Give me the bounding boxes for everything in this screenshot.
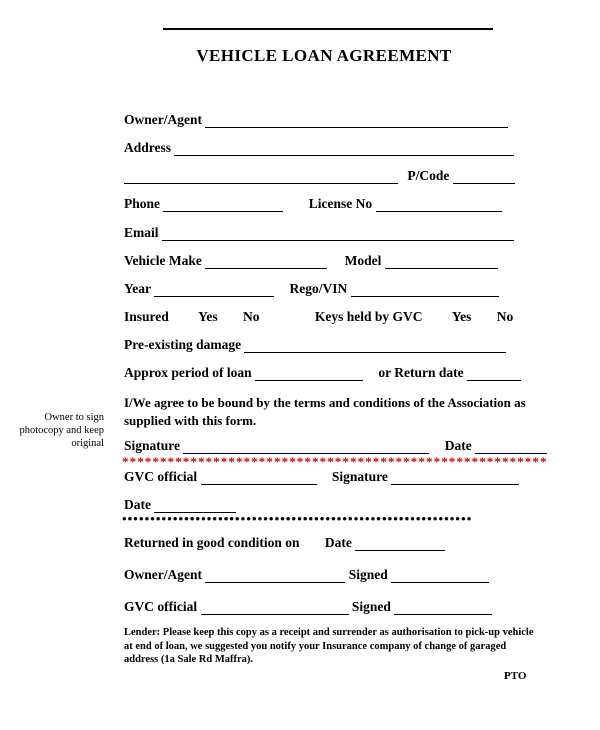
page-title: VEHICLE LOAN AGREEMENT bbox=[196, 46, 452, 65]
input-returned-date[interactable] bbox=[355, 538, 445, 551]
field-year-rego bbox=[124, 281, 499, 297]
input-signed-2[interactable] bbox=[394, 602, 492, 615]
label-returned-date: Date bbox=[324, 535, 352, 550]
input-approx-period[interactable] bbox=[255, 368, 363, 381]
agreement-paragraph: I/We agree to be bound by the terms and conditions of the Association as supplied with this form. bbox=[124, 395, 526, 428]
label-signed: Signed bbox=[348, 567, 388, 582]
input-rego-vin[interactable] bbox=[351, 284, 499, 297]
field-pre-existing-damage bbox=[124, 337, 506, 353]
label-pre-existing-damage: Pre-existing damage bbox=[124, 337, 242, 352]
input-phone[interactable] bbox=[163, 199, 283, 212]
field-signature-date bbox=[124, 438, 547, 454]
title-top-rule bbox=[163, 28, 493, 30]
field-owner-agent bbox=[124, 112, 508, 128]
dotted-separator: •••••••••••••••••••••••••••••••••••••••••••••••••••••••••••••• bbox=[122, 511, 473, 526]
label-gvc-official: GVC official bbox=[124, 469, 198, 484]
label-approx-period: Approx period of loan bbox=[124, 365, 252, 380]
label-phone: Phone bbox=[124, 196, 161, 211]
option-keys-yes[interactable]: Yes bbox=[451, 309, 472, 324]
label-model: Model bbox=[344, 253, 382, 268]
pto-label: PTO bbox=[504, 670, 527, 682]
input-vehicle-make[interactable] bbox=[205, 256, 327, 269]
input-gvc-official-2[interactable] bbox=[201, 602, 349, 615]
label-license-no: License No bbox=[308, 196, 373, 211]
input-gvc-official[interactable] bbox=[201, 472, 317, 485]
label-owner-agent: Owner/Agent bbox=[124, 112, 202, 127]
label-date: Date bbox=[444, 438, 472, 453]
input-model[interactable] bbox=[385, 256, 498, 269]
input-pcode[interactable] bbox=[453, 171, 515, 184]
field-approx-period bbox=[124, 365, 521, 381]
input-signed[interactable] bbox=[391, 570, 489, 583]
input-owner-agent-2[interactable] bbox=[205, 570, 345, 583]
label-or-return-date: or Return date bbox=[378, 365, 464, 380]
label-signature-2: Signature bbox=[331, 469, 388, 484]
form-sheet bbox=[108, 14, 548, 704]
input-signature-2[interactable] bbox=[391, 472, 519, 485]
label-insured: Insured bbox=[124, 309, 169, 324]
field-owner-agent-signed bbox=[124, 567, 489, 583]
side-note: Owner to sign photocopy and keep original bbox=[19, 412, 104, 450]
field-vehicle-make-model bbox=[124, 253, 498, 269]
field-gvc-official-signed bbox=[124, 599, 492, 615]
input-email[interactable] bbox=[162, 228, 514, 241]
option-insured-yes[interactable]: Yes bbox=[198, 309, 218, 324]
option-keys-no[interactable]: No bbox=[496, 309, 514, 324]
label-date-2: Date bbox=[124, 497, 151, 512]
input-return-date[interactable] bbox=[467, 368, 521, 381]
input-signature[interactable] bbox=[183, 441, 429, 454]
input-date[interactable] bbox=[475, 441, 547, 454]
label-keys-held: Keys held by GVC bbox=[314, 309, 423, 324]
label-pcode: P/Code bbox=[407, 168, 450, 183]
input-year[interactable] bbox=[154, 284, 274, 297]
input-owner-agent[interactable] bbox=[205, 115, 508, 128]
label-rego-vin: Rego/VIN bbox=[289, 281, 348, 296]
option-insured-no[interactable]: No bbox=[243, 309, 260, 324]
label-email: Email bbox=[124, 225, 159, 240]
field-gvc-official-signature bbox=[124, 469, 519, 485]
input-address[interactable] bbox=[174, 143, 514, 156]
field-address-line2 bbox=[124, 168, 515, 184]
label-signature: Signature bbox=[124, 438, 181, 453]
field-returned-condition bbox=[124, 535, 445, 551]
label-gvc-official-2: GVC official bbox=[124, 599, 198, 614]
input-pre-existing-damage[interactable] bbox=[244, 340, 506, 353]
footnote-text: Lender: Please keep this copy as a receipt and surrender as authorisation to pick-up vehicle at end of loan, we suggested you notify your Insurance company of change of garaged address (1a Sale Rd Maffra). bbox=[124, 627, 534, 666]
red-separator: ******************************************************** bbox=[122, 454, 548, 469]
field-email bbox=[124, 225, 514, 241]
field-phone-license bbox=[124, 196, 502, 212]
label-address: Address bbox=[124, 140, 172, 155]
label-returned-condition: Returned in good condition on bbox=[124, 535, 300, 550]
field-address bbox=[124, 140, 514, 156]
label-signed-2: Signed bbox=[351, 599, 391, 614]
input-license-no[interactable] bbox=[376, 199, 502, 212]
label-year: Year bbox=[124, 281, 151, 296]
label-vehicle-make: Vehicle Make bbox=[124, 253, 202, 268]
label-owner-agent-2: Owner/Agent bbox=[124, 567, 202, 582]
input-address-line2[interactable] bbox=[124, 171, 398, 184]
field-insured-keys bbox=[124, 309, 513, 325]
